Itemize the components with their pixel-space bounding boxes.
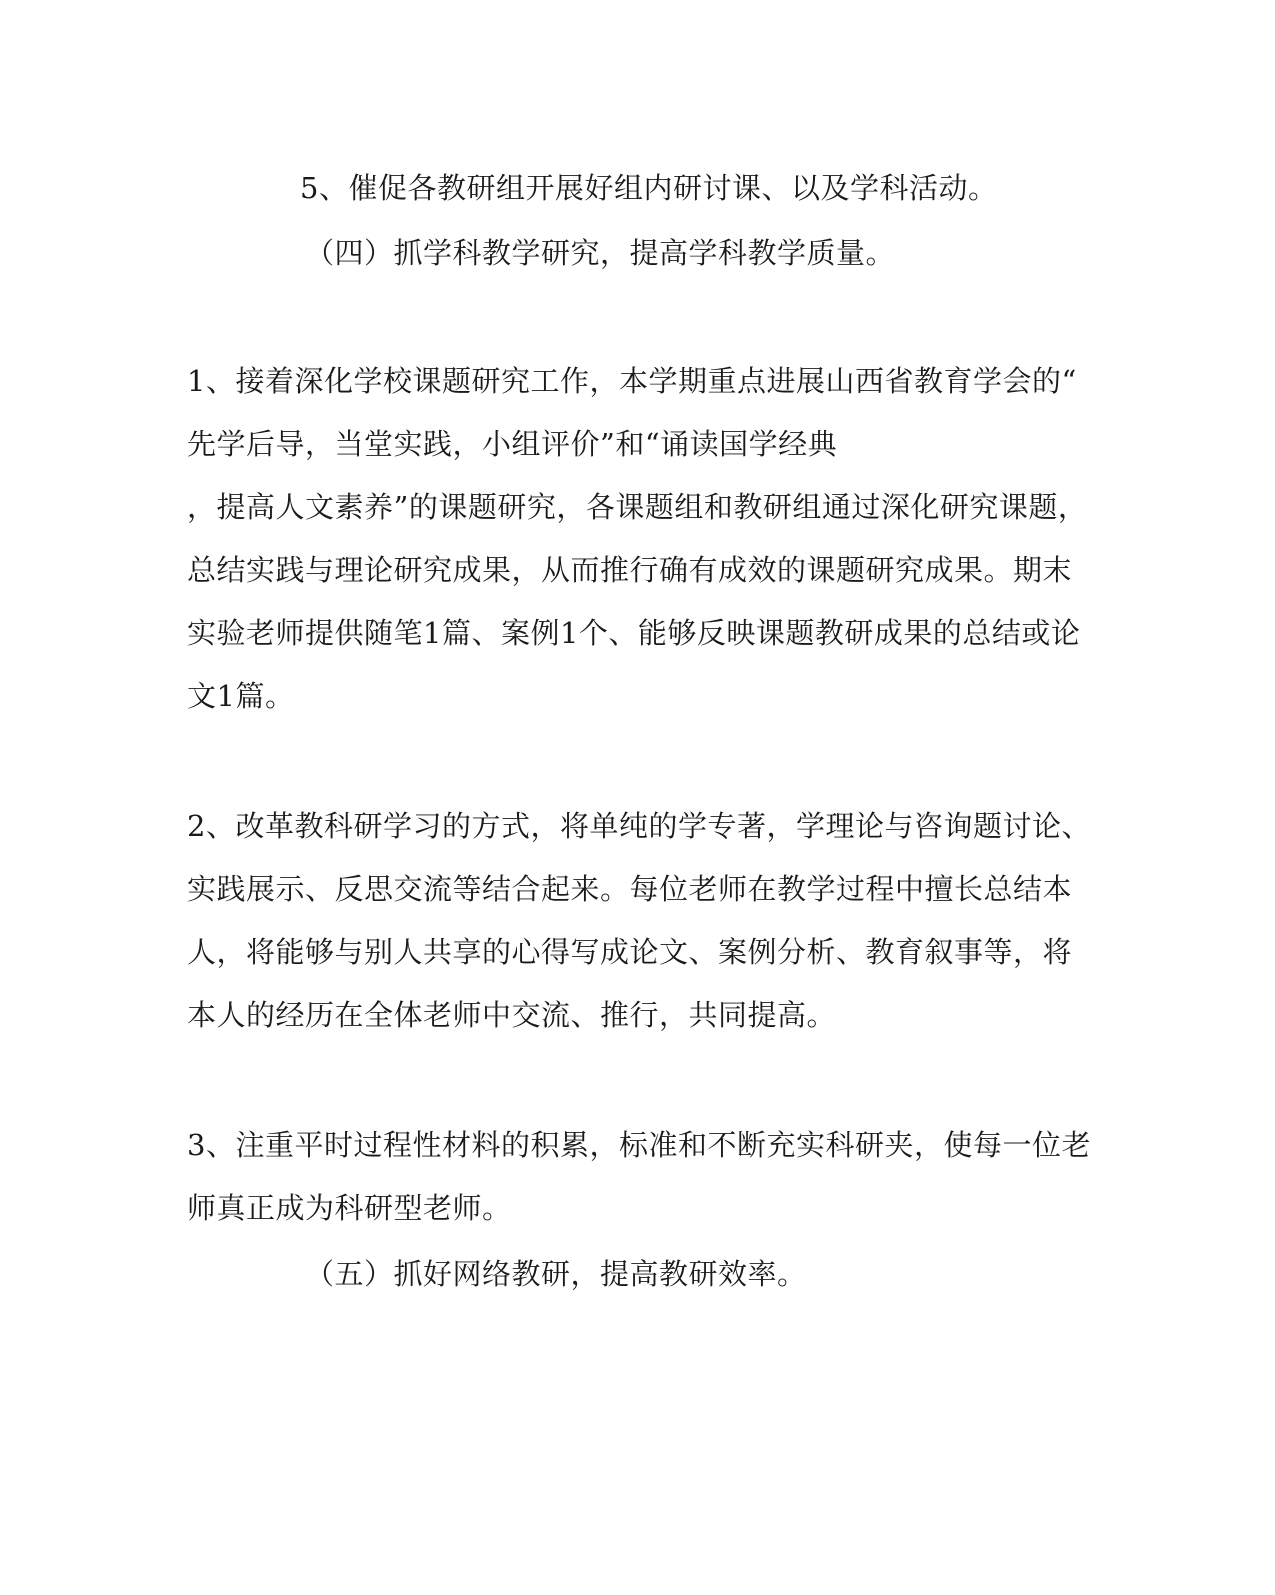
paragraph-2-line-1: 2、改革教科研学习的方式，将单纯的学专著，学理论与咨询题讨论、 bbox=[187, 809, 1091, 843]
paragraph-3-line-1: 3、注重平时过程性材料的积累，标准和不断充实科研夹，使每一位老 bbox=[187, 1128, 1091, 1162]
paragraph-2-line-4: 本人的经历在全体老师中交流、推行，共同提高。 bbox=[187, 998, 837, 1032]
paragraph-2-line-3: 人，将能够与别人共享的心得写成论文、案例分析、教育叙事等，将 bbox=[187, 935, 1073, 969]
item-5-line: 5、催促各教研组开展好组内研讨课、以及学科活动。 bbox=[300, 171, 998, 205]
paragraph-1-line-4: 总结实践与理论研究成果，从而推行确有成效的课题研究成果。期末 bbox=[187, 553, 1073, 587]
paragraph-1-line-1: 1、接着深化学校课题研究工作，本学期重点进展山西省教育学会的“ bbox=[187, 364, 1077, 398]
paragraph-3-line-2: 师真正成为科研型老师。 bbox=[187, 1191, 512, 1225]
paragraph-1-line-6: 文1篇。 bbox=[187, 679, 295, 713]
paragraph-1-line-2: 先学后导，当堂实践，小组评价”和“诵读国学经典 bbox=[187, 427, 838, 461]
paragraph-2-line-2: 实践展示、反思交流等结合起来。每位老师在教学过程中擅长总结本 bbox=[187, 872, 1073, 906]
paragraph-1-line-3: ，提高人文素养”的课题研究，各课题组和教研组通过深化研究课题， bbox=[187, 490, 1088, 524]
section-4-heading: （四）抓学科教学研究，提高学科教学质量。 bbox=[305, 236, 896, 270]
section-5-heading: （五）抓好网络教研，提高教研效率。 bbox=[305, 1257, 807, 1291]
paragraph-1-line-5: 实验老师提供随笔1篇、案例1个、能够反映课题教研成果的总结或论 bbox=[187, 616, 1081, 650]
